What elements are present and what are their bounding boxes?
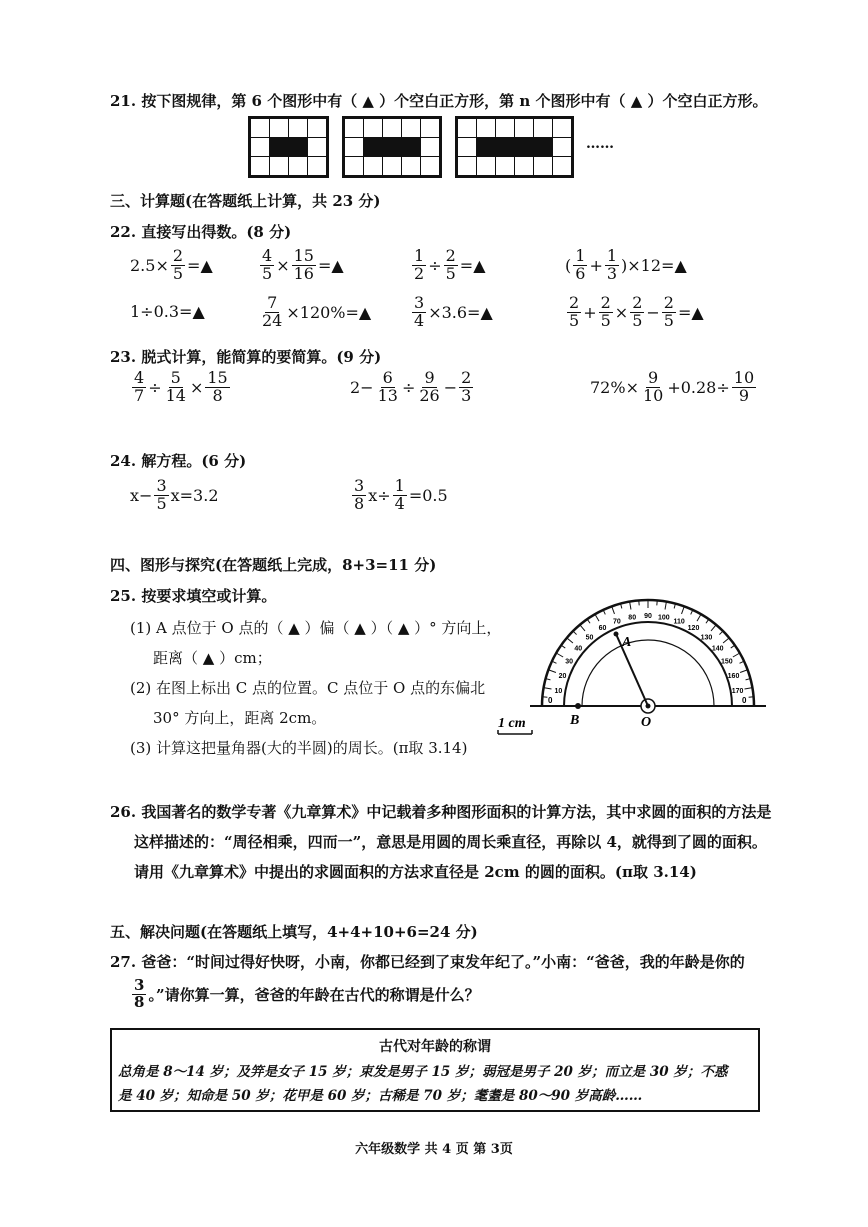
expr-text: 2−	[350, 377, 374, 397]
numerator: 2	[461, 368, 472, 387]
q25-sub-1-line-2: 距离（ ▲ ）cm；	[153, 649, 272, 667]
pattern-figure-1	[248, 116, 329, 178]
protractor-tick	[719, 631, 723, 635]
operator: ÷	[428, 255, 442, 275]
operator: ÷	[148, 377, 162, 397]
expr-text: =▲	[677, 302, 704, 322]
denominator: 6	[575, 263, 586, 283]
expr-text: 1÷0.3=▲	[130, 302, 205, 321]
expr-text: 72%×	[590, 377, 639, 397]
fraction	[662, 295, 676, 330]
expr-text: =▲	[459, 255, 486, 275]
q27-line-1: 27. 爸爸：“时间过得好快呀，小南，你都已经到了束发年纪了。”小南：“爸爸，我的年龄是你的	[110, 953, 745, 971]
protractor-degree-label: 20	[558, 672, 567, 680]
numerator: 3	[134, 976, 145, 994]
q23-title: 23. 脱式计算，能简算的要简算。(9 分)	[110, 348, 382, 366]
protractor-tick	[740, 670, 748, 673]
age-table-line-2: 是 40 岁；知命是 50 岁；花甲是 60 岁；古稀是 70 岁；耄耋是 80～90 岁高龄……	[118, 1088, 643, 1104]
q26-line-2: 这样描述的：“周径相乘，四而一”，意思是用圆的周长乘直径，再除以 4，就得到了圆的面积。	[134, 833, 767, 851]
protractor-tick	[706, 619, 709, 623]
expr-text: =0.5	[408, 485, 448, 505]
operator: ÷	[401, 377, 416, 397]
protractor-degree-label: 170	[731, 688, 744, 696]
protractor-tick	[544, 688, 552, 689]
numerator: 9	[424, 368, 435, 387]
expr-text: +0.28÷	[667, 377, 730, 397]
operator: −	[443, 377, 458, 397]
fraction	[393, 478, 407, 513]
protractor-tick	[630, 602, 631, 610]
protractor-degree-label: 120	[687, 625, 700, 633]
denominator: 5	[156, 493, 167, 513]
q24-equation-1	[130, 478, 219, 513]
protractor-tick	[733, 653, 740, 657]
protractor-degree-label: 90	[644, 613, 652, 620]
protractor-degree-label: 110	[673, 618, 685, 626]
denominator: 2	[414, 263, 425, 283]
numerator: 2	[600, 293, 611, 312]
operator: ×	[189, 377, 204, 397]
denominator: 4	[414, 310, 425, 330]
point-a	[614, 632, 619, 637]
pattern-figure-2	[342, 116, 442, 178]
numerator: 4	[262, 246, 273, 265]
expr-text: ×120%=▲	[286, 302, 372, 322]
fraction	[260, 295, 284, 330]
numerator: 1	[414, 246, 425, 265]
denominator: 5	[262, 263, 273, 283]
fraction	[352, 478, 366, 513]
numerator: 15	[293, 246, 314, 265]
q23-expr-1	[130, 370, 232, 405]
label-b: B	[570, 713, 580, 728]
label-a: A	[622, 635, 632, 650]
denominator: 8	[212, 385, 223, 405]
protractor-degree-label: 10	[554, 688, 563, 696]
q21-text: 21. 按下图规律，第 6 个图形中有（ ▲ ）个空白正方形，第 n 个图形中有（ ▲ ）个空白正方形。	[110, 92, 768, 110]
age-table-line-1: 总角是 8～14 岁；及笄是女子 15 岁；束发是男子 15 岁；弱冠是男子 20 岁；而立是 30 岁；不惑	[118, 1064, 728, 1080]
protractor-degree-label: 80	[628, 614, 637, 622]
numerator: 2	[445, 246, 456, 265]
segment-oa	[616, 634, 648, 706]
numerator: 3	[414, 293, 425, 312]
expr-text: (	[565, 255, 572, 275]
denominator: 4	[394, 493, 405, 513]
fraction	[459, 370, 473, 405]
q22-expr-6	[258, 295, 371, 330]
q26-line-3: 请用《九章算术》中提出的求圆面积的方法求直径是 2cm 的圆的面积。(π取 3.14)	[134, 863, 697, 881]
protractor-ticks	[542, 600, 754, 706]
q25-title: 25. 按要求填空或计算。	[110, 587, 277, 605]
q24-title: 24. 解方程。(6 分)	[110, 452, 247, 470]
numerator: 7	[267, 293, 278, 312]
protractor-tick	[567, 638, 573, 643]
numerator: 2	[569, 293, 580, 312]
denominator: 24	[262, 310, 283, 330]
numerator: 2	[632, 293, 643, 312]
edge-label-left: 0	[548, 696, 553, 705]
fraction	[292, 248, 316, 283]
protractor-tick	[697, 614, 701, 621]
protractor-figure	[490, 590, 770, 740]
fraction	[376, 370, 400, 405]
denominator: 3	[606, 263, 618, 283]
denominator: 8	[354, 493, 365, 513]
protractor-tick	[580, 625, 585, 631]
page-footer: 六年级数学 共 4 页 第 3页	[355, 1142, 513, 1157]
edge-label-right: 0	[742, 696, 747, 705]
protractor-tick	[573, 631, 577, 635]
protractor-small-arc	[582, 640, 714, 706]
expr-text: =▲	[317, 255, 344, 275]
protractor-degree-label: 100	[657, 614, 670, 622]
fraction	[412, 248, 426, 283]
fraction	[605, 248, 619, 283]
protractor-tick	[561, 645, 565, 648]
point-b	[575, 703, 581, 709]
fraction	[444, 248, 458, 283]
section-4-title: 四、图形与探究(在答题纸上完成，8+3=11 分)	[110, 556, 437, 574]
denominator: 3	[461, 385, 472, 405]
fraction	[417, 370, 441, 405]
operator: ×	[276, 255, 290, 275]
section-3-title: 三、计算题(在答题纸上计算，共 23 分)	[110, 192, 381, 210]
protractor-degree-label: 30	[565, 658, 574, 666]
numerator: 1	[394, 476, 405, 495]
fraction	[567, 295, 581, 330]
numerator: 6	[382, 368, 393, 387]
q22-expr-2	[258, 248, 344, 283]
q22-expr-8	[565, 295, 704, 330]
denominator: 9	[738, 385, 750, 405]
fraction	[732, 370, 756, 405]
protractor-degree-label: 130	[700, 634, 713, 642]
q22-title: 22. 直接写出得数。(8 分)	[110, 223, 292, 241]
numerator: 15	[207, 368, 228, 387]
protractor-degree-label: 70	[612, 618, 621, 626]
scale-label: 1 cm	[498, 716, 526, 731]
numerator: 1	[606, 246, 618, 265]
protractor-tick	[587, 619, 590, 623]
q22-expr-5	[130, 302, 205, 321]
denominator: 26	[419, 385, 440, 405]
q22-expr-1	[130, 248, 213, 283]
fraction	[641, 370, 665, 405]
numerator: 2	[663, 293, 674, 312]
denominator: 5	[663, 310, 674, 330]
q24-equation-2	[350, 478, 448, 513]
operator: +	[589, 255, 603, 275]
protractor-degree-label: 40	[574, 645, 583, 653]
fraction	[260, 248, 274, 283]
expr-text: ×3.6=▲	[428, 302, 493, 322]
numerator: 2	[172, 246, 184, 265]
fraction	[412, 295, 426, 330]
label-o: O	[641, 715, 652, 730]
fraction	[573, 248, 587, 283]
section-5-title: 五、解决问题(在答题纸上填写，4+4+10+6=24 分)	[110, 923, 478, 941]
expr-text: x÷	[368, 485, 391, 505]
protractor-tick	[731, 645, 735, 648]
numerator: 3	[156, 476, 167, 495]
fraction	[164, 370, 188, 405]
q23-expr-3	[590, 370, 758, 405]
denominator: 16	[293, 263, 314, 283]
denominator: 13	[377, 385, 398, 405]
protractor-tick	[682, 606, 685, 614]
fraction	[154, 478, 168, 513]
protractor-tick	[723, 638, 729, 643]
protractor-tick	[548, 670, 556, 673]
q27-line-2	[130, 978, 480, 1011]
q22-expr-3	[410, 248, 486, 283]
denominator: 10	[642, 385, 664, 405]
fraction	[171, 248, 185, 283]
numerator: 9	[648, 368, 659, 387]
operator: ×	[614, 302, 629, 322]
age-title-table	[110, 1028, 760, 1112]
denominator: 5	[445, 263, 456, 283]
q25-sub-2-line-1: (2) 在图上标出 C 点的位置。C 点位于 O 点的东偏北	[130, 679, 486, 697]
protractor-tick	[612, 606, 615, 614]
expr-text: =▲	[187, 255, 213, 275]
denominator: 5	[632, 310, 643, 330]
pattern-figure-3	[455, 116, 574, 178]
q22-expr-4	[565, 248, 687, 283]
protractor-tick	[556, 653, 563, 657]
fraction	[205, 370, 229, 405]
fraction	[132, 370, 146, 405]
numerator: 10	[733, 368, 755, 387]
denominator: 7	[134, 385, 145, 405]
denominator: 5	[569, 310, 580, 330]
numerator: 3	[354, 476, 365, 495]
q23-expr-2	[350, 370, 475, 405]
protractor-degree-label: 60	[598, 625, 607, 633]
denominator: 5	[600, 310, 611, 330]
numerator: 5	[170, 368, 181, 387]
operator: +	[583, 302, 597, 322]
protractor-tick	[745, 688, 753, 689]
q25-sub-3: (3) 计算这把量角器(大的半圆)的周长。(π取 3.14)	[130, 739, 468, 757]
protractor-degree-label: 140	[711, 645, 724, 653]
denominator: 14	[165, 385, 186, 405]
q22-expr-7	[410, 295, 493, 330]
protractor-tick	[665, 602, 666, 610]
protractor-tick	[711, 625, 716, 631]
q25-sub-1-line-1: (1) A 点位于 O 点的（ ▲ ）偏（ ▲ ）（ ▲ ）° 方向上，	[130, 619, 502, 637]
expr-text: x−	[130, 485, 153, 505]
q25-sub-2-line-2: 30° 方向上，距离 2cm。	[153, 709, 327, 727]
expr-text: 2.5×	[130, 255, 169, 275]
denominator: 8	[134, 992, 145, 1011]
protractor-tick	[595, 614, 599, 621]
protractor-degree-label: 160	[727, 672, 740, 680]
expr-text: x=3.2	[170, 485, 219, 505]
protractor-degree-label: 150	[720, 658, 733, 666]
expr-text: )×12=▲	[621, 255, 687, 275]
numerator: 1	[575, 246, 586, 265]
q27-line-2-text: 。”请你算一算，爸爸的年龄在古代的称谓是什么？	[148, 985, 480, 1004]
fraction	[630, 295, 644, 330]
numerator: 4	[134, 368, 145, 387]
protractor-degree-label: 50	[585, 634, 594, 642]
operator: −	[646, 302, 660, 322]
pattern-ellipsis: ……	[586, 136, 614, 152]
denominator: 5	[172, 263, 184, 283]
fraction	[132, 978, 146, 1011]
age-table-title: 古代对年龄的称谓	[379, 1039, 491, 1055]
fraction	[599, 295, 613, 330]
q26-line-1: 26. 我国著名的数学专著《九章算术》中记载着多种图形面积的计算方法，其中求圆的面积的方法是	[110, 803, 772, 821]
